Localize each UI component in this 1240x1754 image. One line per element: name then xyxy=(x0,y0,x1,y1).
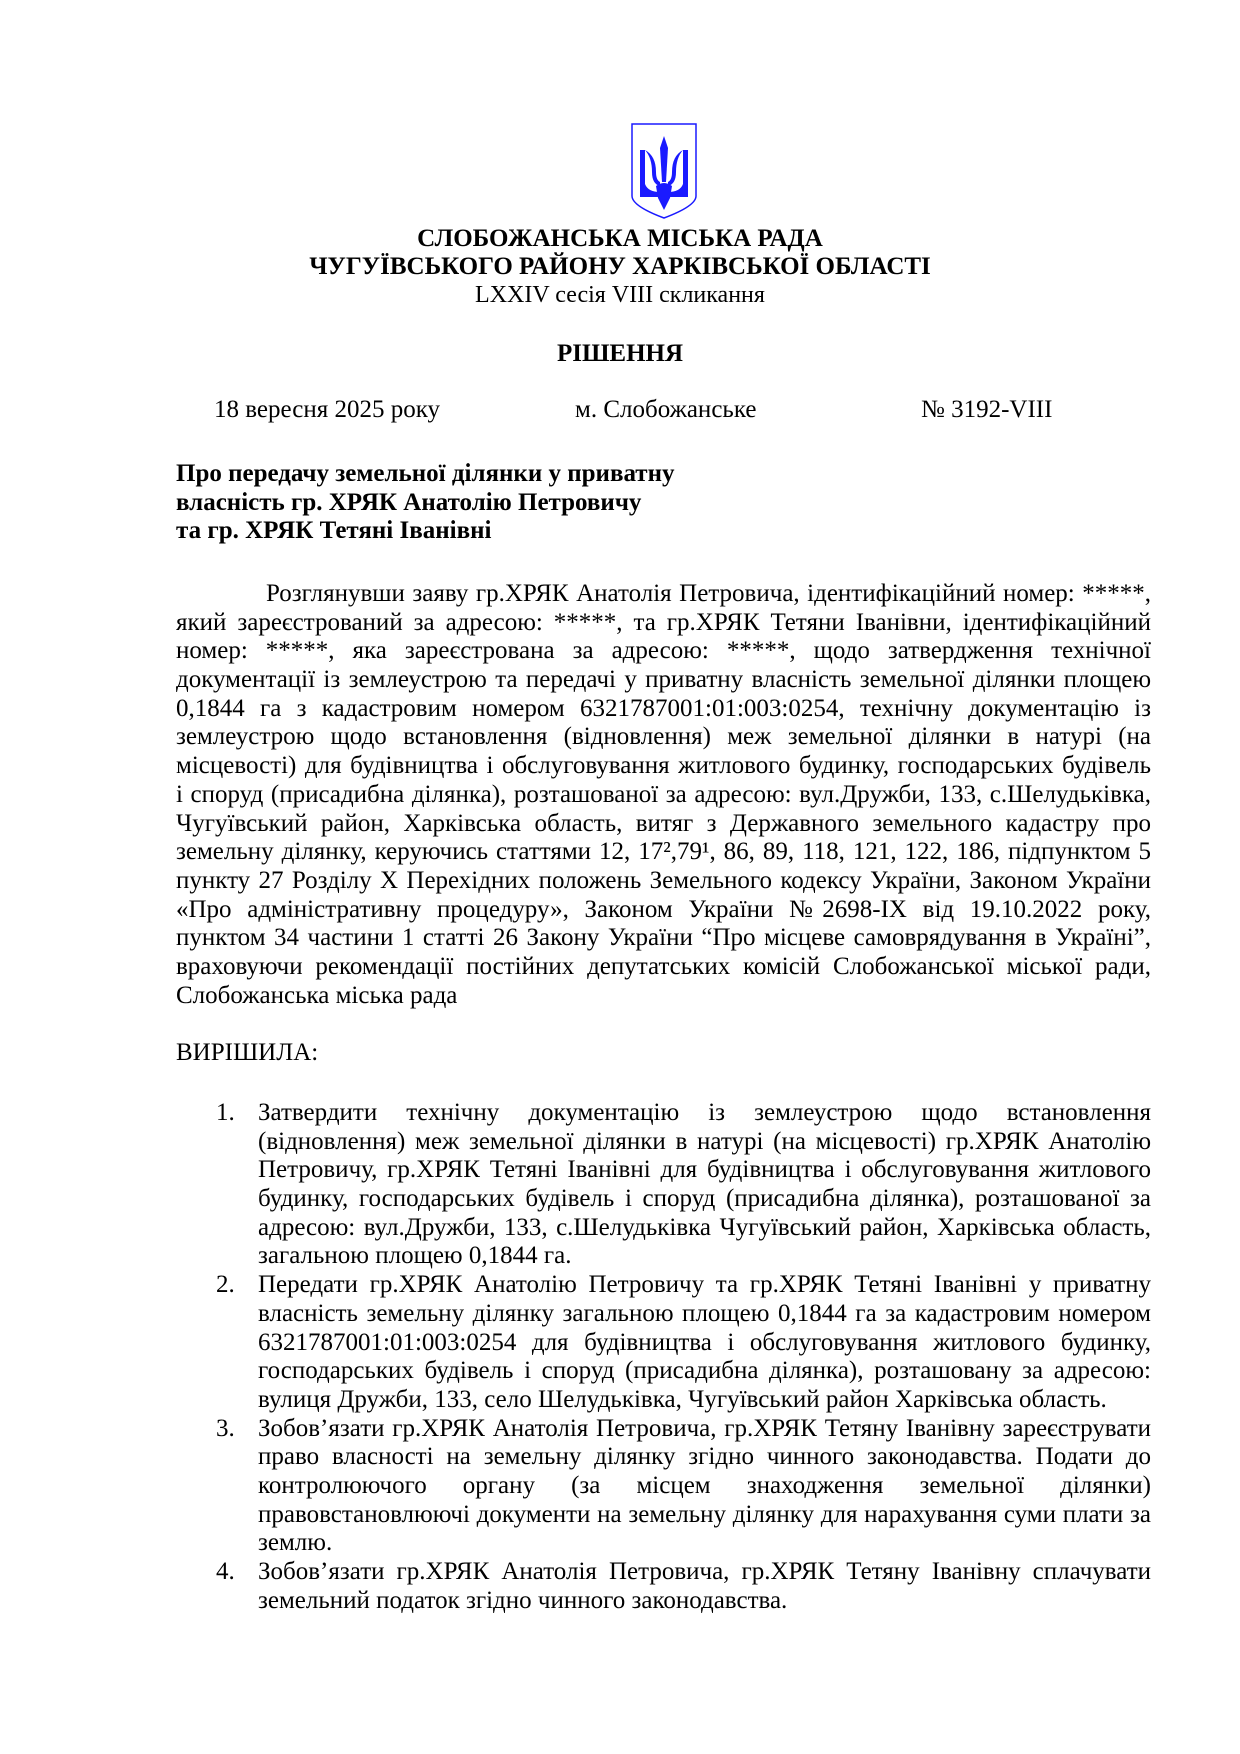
item-line: (відновлення) меж земельної ділянки в натурі (на місцевості) гр.ХРЯК Анатолію xyxy=(258,1127,1151,1155)
item-line: контролюючого органу (за місцем знаходження земельної ділянки) xyxy=(258,1471,1151,1499)
item-line: Затвердити технічну документацію із землеустрою щодо встановлення xyxy=(258,1099,1151,1126)
decision-subject xyxy=(176,460,876,546)
preamble-line: місцевості) для будівництва і обслуговування житлового будинку, господарських будівель xyxy=(176,752,1151,780)
item-line: будинку, господарських будівель і споруд (присадибна ділянка), розташованої за xyxy=(258,1185,1151,1213)
item-line: вулиця Дружби, 133, село Шелудьківка, Чугуївський район Харківська область. xyxy=(258,1385,1107,1413)
council-name: СЛОБОЖАНСЬКА МІСЬКА РАДА xyxy=(417,225,823,252)
preamble-line: і споруд (присадибна ділянка), розташованої за адресою: вул.Дружби, 133, с.Шелудьківка, xyxy=(176,780,1151,808)
decision-item xyxy=(216,1099,1151,1271)
preamble-line: Чугуївський район, Харківська область, витяг з Державного земельного кадастру про xyxy=(176,809,1151,837)
item-line: власність земельну ділянку загальною площею 0,1844 га за кадастровим номером xyxy=(258,1299,1151,1327)
preamble-line: документації із землеустрою та передачі у приватну власність земельної ділянки площею xyxy=(176,666,1151,694)
item-number: 4. xyxy=(216,1558,235,1585)
item-line: Зобов’язати гр.ХРЯК Анатолія Петровича, гр.ХРЯК Тетяну Іванівну зареєструвати xyxy=(258,1414,1151,1442)
preamble-line: «Про адміністративну процедуру», Законом України №2698-IX від 19.10.2022 року, xyxy=(176,895,1151,923)
preamble-line: номер: *****, яка зареєстрована за адресою: *****, щодо затвердження технічної xyxy=(176,637,1151,665)
preamble-line: пунктом 34 частини 1 статті 26 Закону України “Про місцеве самоврядування в Україні”, xyxy=(176,924,1151,952)
preamble-paragraph xyxy=(176,580,1151,1010)
session-label: LXXIV сесія VIII скликання xyxy=(475,282,765,308)
item-line: господарських будівель і споруд (присадибна ділянка), розташовану за адресою: xyxy=(258,1357,1151,1385)
item-number: 1. xyxy=(216,1099,235,1126)
decision-number: № 3192-VIII xyxy=(921,396,1053,423)
item-line: Петровичу, гр.ХРЯК Тетяні Іванівні для будівництва і обслуговування житлового xyxy=(258,1156,1151,1184)
preamble-line: 0,1844 га з кадастровим номером 6321787001:01:003:0254, технічну документацію із xyxy=(176,694,1151,722)
preamble-line: враховуючи рекомендації постійних депутатських комісій Слобожанської міської ради, xyxy=(176,952,1151,980)
item-line: Зобов’язати гр.ХРЯК Анатолія Петровича, гр.ХРЯК Тетяну Іванівну сплачувати xyxy=(258,1558,1151,1585)
preamble-line: який зареєстрований за адресою: *****, та гр.ХРЯК Тетяни Іванівни, ідентифікаційний xyxy=(176,608,1151,636)
item-number: 3. xyxy=(216,1414,235,1442)
item-line: загальною площею 0,1844 га. xyxy=(258,1242,572,1270)
preamble-line: пункту 27 Розділу Х Перехідних положень Земельного кодексу України, Законом України xyxy=(176,866,1151,894)
decision-city: м. Слобожанське xyxy=(575,396,757,423)
item-line: землю. xyxy=(258,1529,333,1557)
decision-item xyxy=(216,1558,1151,1615)
decision-items-list xyxy=(216,1099,1151,1615)
preamble-line: землеустрою щодо встановлення (відновлення) меж земельної ділянки в натурі (на xyxy=(176,723,1151,751)
decision-date: 18 вересня 2025 року xyxy=(214,396,440,423)
district-name: ЧУГУЇВСЬКОГО РАЙОНУ ХАРКІВСЬКОЇ ОБЛАСТІ xyxy=(309,253,931,280)
preamble-line: земельну ділянку, керуючись статтями 12, 17²,79¹, 86, 89, 118, 121, 122, 186, підпунктом 5 xyxy=(176,838,1151,866)
item-line: правовстановлюючі документи на земельну ділянку для нарахування суми плати за xyxy=(258,1500,1151,1528)
decision-item xyxy=(216,1271,1151,1414)
item-line: 6321787001:01:003:0254 для будівництва і обслуговування житлового будинку, xyxy=(258,1328,1151,1356)
preamble-line: Розглянувши заяву гр.ХРЯК Анатолія Петровича, ідентифікаційний номер: *****, xyxy=(266,580,1151,607)
subject-line: та гр. ХРЯК Тетяні Іванівні xyxy=(176,517,492,545)
item-line: Передати гр.ХРЯК Анатолію Петровичу та гр.ХРЯК Тетяні Іванівні у приватну xyxy=(258,1271,1151,1299)
decided-label: ВИРІШИЛА: xyxy=(176,1039,319,1066)
coat-of-arms-trident-icon xyxy=(630,122,698,220)
item-line: право власності на земельну ділянку згідно чинного законодавства. Подати до xyxy=(258,1443,1151,1471)
subject-line: власність гр. ХРЯК Анатолію Петровичу xyxy=(176,488,642,516)
document-type: РІШЕННЯ xyxy=(556,340,684,367)
item-number: 2. xyxy=(216,1271,235,1299)
preamble-line: Слобожанська міська рада xyxy=(176,981,458,1009)
item-line: земельний податок згідно чинного законодавства. xyxy=(258,1586,788,1614)
decision-item xyxy=(216,1414,1151,1558)
subject-line: Про передачу земельної ділянки у приватну xyxy=(176,460,675,487)
item-line: адресою: вул.Дружби, 133, с.Шелудьківка Чугуївський район, Харківська область, xyxy=(258,1213,1151,1241)
